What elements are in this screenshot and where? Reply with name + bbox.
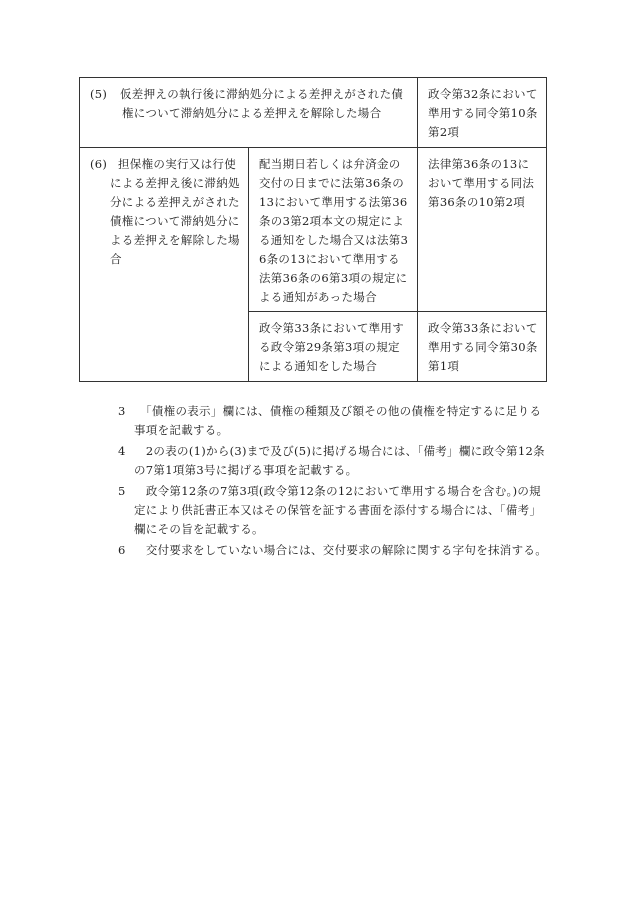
row-description: 仮差押えの執行後に滞納処分による差押えがされた債権について滞納処分による差押えを解除した場合 [120, 87, 404, 120]
table-row [80, 78, 547, 148]
row6-description-cell [80, 148, 249, 382]
note-number: 3 [118, 404, 126, 418]
note-text: 政令第12条の7第3項(政令第12条の12において準用する場合を含む。)の規定により供託書正本又はその保管を証する書面を添付する場合には、「備考」欄にその旨を記載する。 [134, 484, 542, 536]
row-description: 担保権の実行又は行使による差押え後に滞納処分による差押えがされた債権について滞納処分による差押えを解除した場合 [110, 157, 240, 266]
row5-basis-cell [418, 78, 547, 148]
note-item [118, 482, 548, 539]
table-row [80, 148, 547, 312]
note-text: 交付要求をしていない場合には、交付要求の解除に関する字句を抹消する。 [145, 543, 548, 557]
note-item [118, 541, 548, 560]
note-number: 5 [118, 484, 126, 498]
legal-basis: 政令第33条において準用する同令第30条第1項 [428, 321, 538, 373]
row-number: (5) [90, 87, 108, 101]
note-item [118, 402, 548, 440]
notes-list [118, 402, 548, 562]
release-cases-table [79, 77, 547, 382]
row6-basis-cell-1 [418, 148, 547, 312]
legal-basis: 政令第32条において準用する同令第10条第2項 [428, 87, 538, 139]
legal-basis: 法律第36条の13において準用する同法第36条の10第2項 [428, 157, 535, 209]
note-item [118, 442, 548, 480]
note-text: 2の表の(1)から(3)まで及び(5)に掲げる場合には、「備考」欄に政令第12条の7第1項第3号に掲げる事項を記載する。 [134, 444, 545, 477]
row6-condition-cell-1 [249, 148, 418, 312]
note-text: 「債権の表示」欄には、債権の種類及び額その他の債権を特定するに足りる事項を記載する。 [134, 404, 542, 437]
condition-text: 政令第33条において準用する政令第29条第3項の規定による通知をした場合 [259, 321, 405, 373]
note-number: 4 [118, 444, 126, 458]
row5-description-cell [80, 78, 418, 148]
row-number: (6) [90, 157, 108, 171]
note-number: 6 [118, 543, 126, 557]
condition-text: 配当期日若しくは弁済金の交付の日までに法第36条の13において準用する法第36条の3第2項本文の規定による通知をした場合又は法第36条の13において準用する法第36条の6第3項の規定による通知があった場合 [259, 157, 409, 304]
row6-condition-cell-2 [249, 312, 418, 382]
row6-basis-cell-2 [418, 312, 547, 382]
